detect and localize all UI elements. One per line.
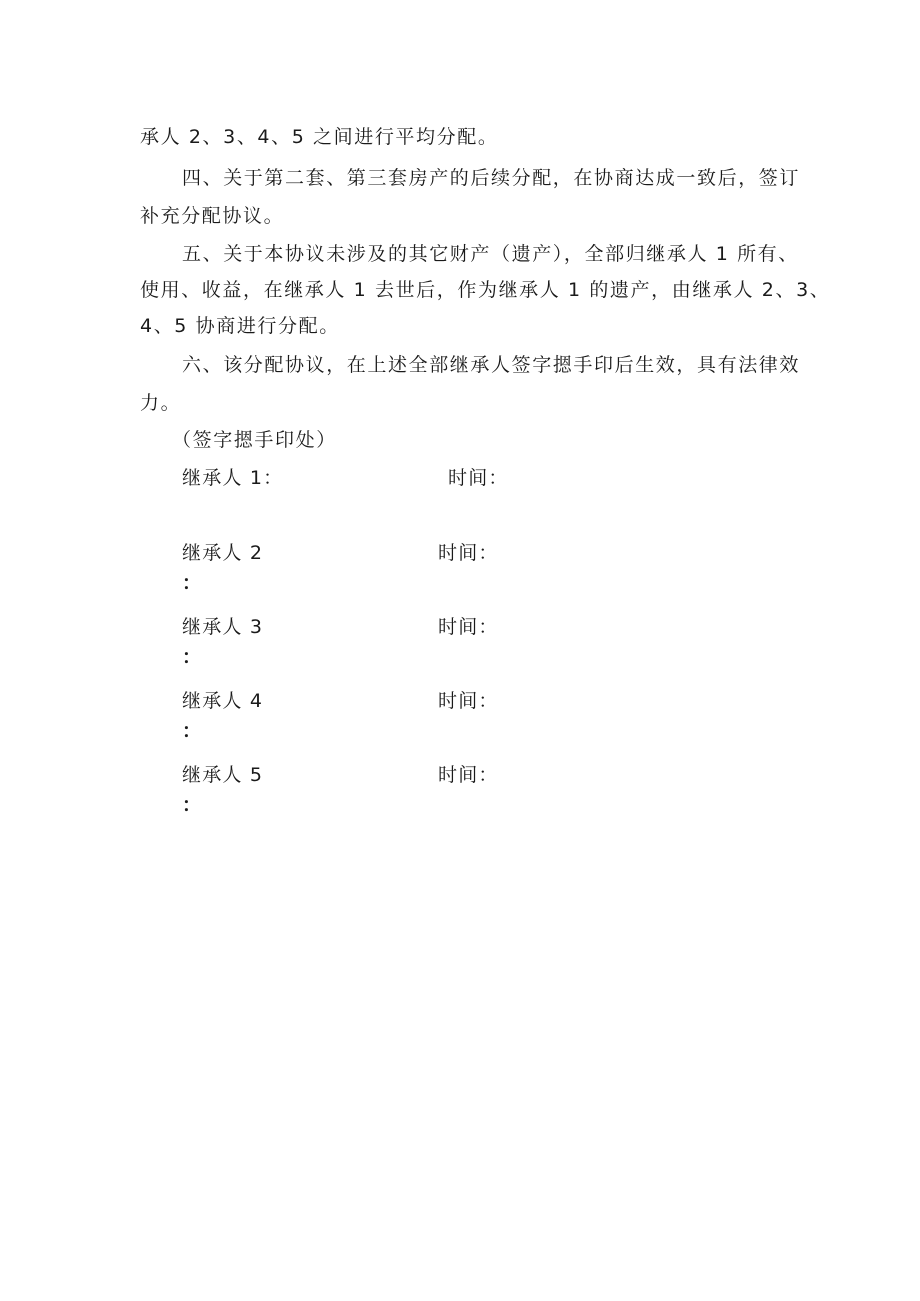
heir-4-colon: ： (182, 720, 202, 742)
heir-1-time-label: 时间： (448, 467, 509, 489)
heir-3-time-label: 时间： (438, 616, 499, 638)
heir-5-time-label: 时间： (438, 764, 499, 786)
paragraph-5-line-3: 4、5 协商进行分配。 (140, 315, 340, 337)
signature-header: （签字摁手印处） (172, 429, 337, 451)
paragraph-6-line-1: 六、该分配协议，在上述全部继承人签字摁手印后生效，具有法律效 (182, 354, 801, 376)
paragraph-3-tail: 承人 2、3、4、5 之间进行平均分配。 (140, 126, 499, 148)
heir-3-label: 继承人 3 (182, 616, 264, 638)
paragraph-4-line-1: 四、关于第二套、第三套房产的后续分配，在协商达成一致后，签订 (182, 167, 801, 189)
heir-2-label: 继承人 2 (182, 542, 264, 564)
paragraph-4-line-2: 补充分配协议。 (140, 205, 285, 227)
heir-4-time-label: 时间： (438, 690, 499, 712)
heir-1-label: 继承人 1： (182, 467, 284, 489)
paragraph-5-line-1: 五、关于本协议未涉及的其它财产（遗产），全部归继承人 1 所有、 (182, 243, 799, 265)
paragraph-5-line-2: 使用、收益，在继承人 1 去世后，作为继承人 1 的遗产，由继承人 2、3、 (140, 279, 831, 301)
heir-2-colon: ： (182, 572, 202, 594)
heir-5-colon: ： (182, 794, 202, 816)
paragraph-6-line-2: 力。 (140, 392, 182, 414)
heir-3-colon: ： (182, 646, 202, 668)
heir-4-label: 继承人 4 (182, 690, 264, 712)
heir-5-label: 继承人 5 (182, 764, 264, 786)
heir-2-time-label: 时间： (438, 542, 499, 564)
